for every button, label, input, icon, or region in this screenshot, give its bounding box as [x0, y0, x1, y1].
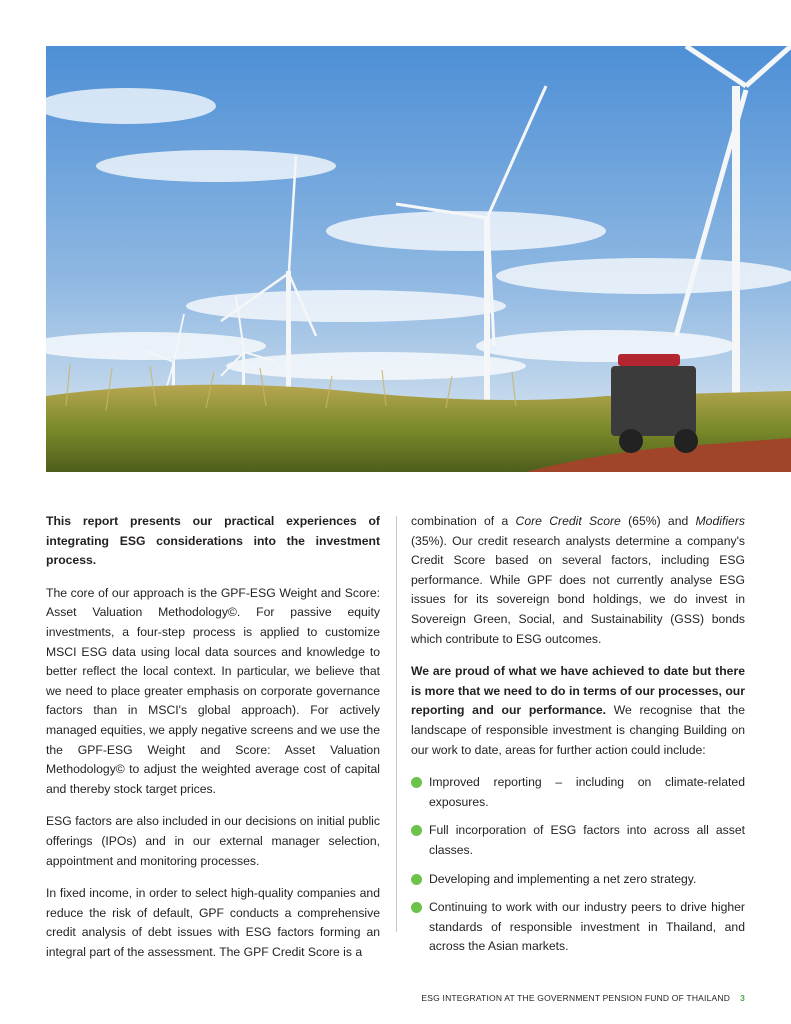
core-credit-score-term: Core Credit Score: [515, 514, 621, 528]
credit-text-b: (65%) and: [620, 514, 696, 528]
page-footer: [421, 993, 745, 1003]
page-number: 3: [740, 993, 745, 1003]
list-item: [411, 773, 745, 812]
fixed-income-paragraph: In fixed income, in order to select high-quality companies and reduce the risk of default, GPF conducts a comprehensive credit analysis of debt issues with ESG factors forming an integral part of the assessment. The GPF Credit Score is a: [46, 886, 380, 959]
left-text-column: [46, 512, 380, 975]
bullet-text: Developing and implementing a net zero strategy.: [429, 871, 697, 886]
proud-bold-text: We are proud of what we have achieved to date but there is more that we need to do in terms of our processes, our reporting and our performance.: [411, 664, 745, 718]
bullet-dot-icon: [411, 874, 422, 885]
bullet-dot-icon: [411, 777, 422, 788]
bullet-text: Continuing to work with our industry peers to drive higher standards of responsible investment in Thailand, and across the Asian markets.: [429, 900, 745, 954]
bullet-text: Full incorporation of ESG factors into across all asset classes.: [429, 823, 745, 857]
intro-paragraph: This report presents our practical experiences of integrating ESG considerations into the investment process.: [46, 514, 380, 568]
bullet-dot-icon: [411, 825, 422, 836]
ipo-paragraph: ESG factors are also included in our decisions on initial public offerings (IPOs) and in our external manager selection, appointment and monitoring processes.: [46, 814, 380, 868]
list-item: [411, 821, 745, 860]
modifiers-term: Modifiers: [695, 514, 745, 528]
bullet-dot-icon: [411, 902, 422, 913]
proud-paragraph: [411, 662, 745, 760]
list-item: [411, 870, 745, 890]
bullet-text: Improved reporting – including on climate-related exposures.: [429, 775, 745, 809]
column-divider: [396, 516, 397, 932]
credit-score-paragraph: [411, 512, 745, 649]
further-actions-list: [411, 773, 745, 957]
list-item: [411, 898, 745, 957]
credit-text-a: combination of a: [411, 514, 516, 528]
footer-title: ESG INTEGRATION AT THE GOVERNMENT PENSION FUND OF THAILAND: [421, 993, 731, 1003]
hero-photo-wind-turbines: [46, 46, 791, 472]
right-text-column: [411, 512, 745, 966]
credit-text-c: (35%). Our credit research analysts determine a company's Credit Score based on several factors, including ESG performance. While GPF does not currently analyse ESG issues for its sovereign bond holdings, we do invest in Sovereign Green, Social, and Sustainability (GSS) bonds which contribute to ESG outcomes.: [411, 533, 745, 646]
methodology-paragraph: The core of our approach is the GPF-ESG Weight and Score: Asset Valuation Methodology©. For passive equity investments, a four-step process is applied to customize MSCI ESG data using local data sources and knowledge to better reflect the local context. In particular, we believe that we need to place greater emphasis on corporate governance factors than in MSCI's global approach). For actively managed equities, we apply negative screens and we use the the GPF-ESG Weight and Score: Asset Valuation Methodology© to adjust the weighted average cost of capital and thereby stock target prices.: [46, 585, 380, 796]
proud-rest-text: We recognise that the landscape of responsible investment is changing Building on our work to date, areas for further action could include:: [411, 703, 745, 757]
